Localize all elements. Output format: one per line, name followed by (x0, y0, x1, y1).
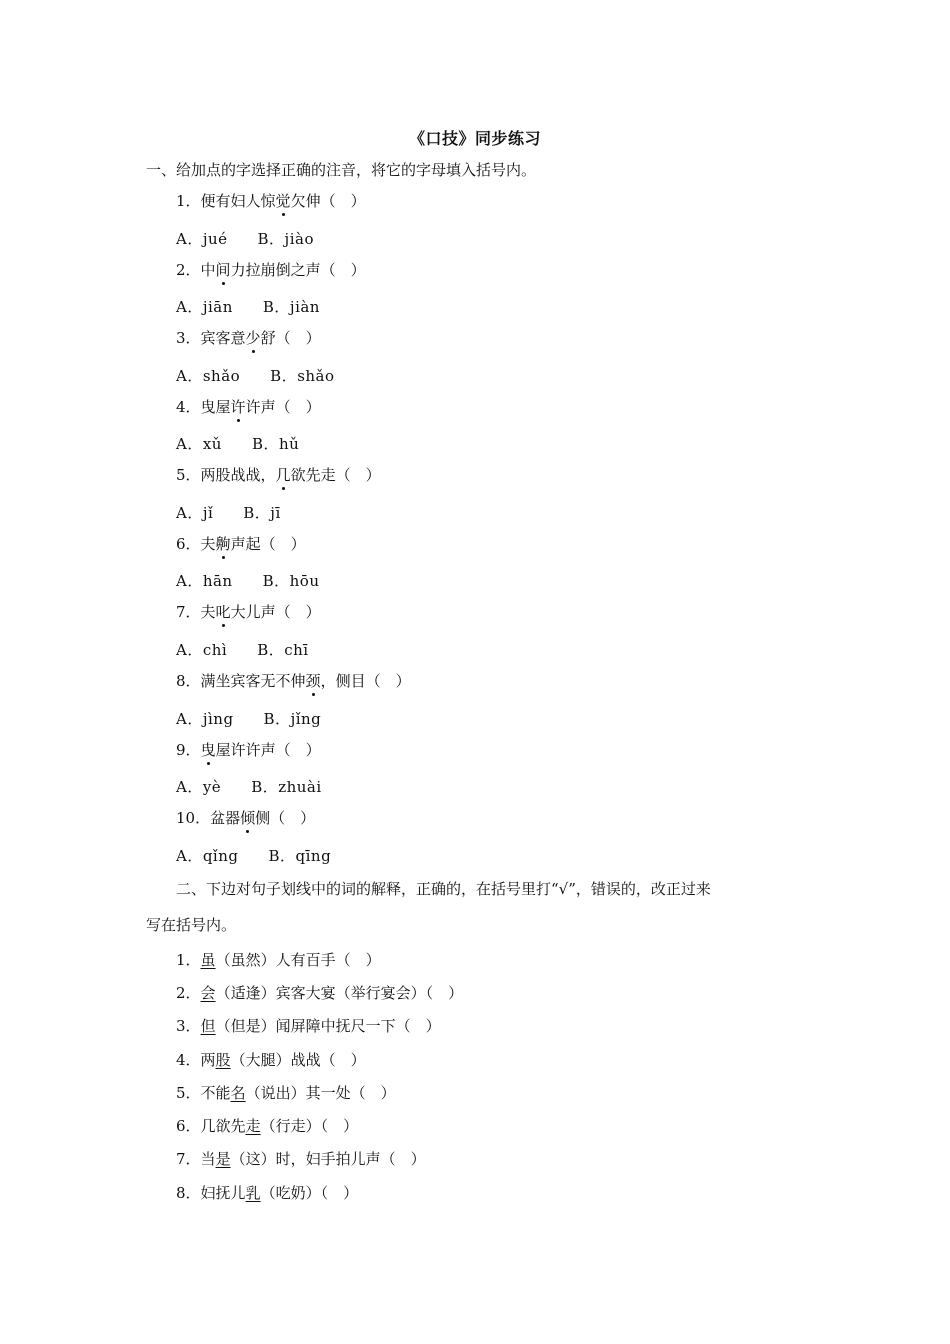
question-10 (176, 808, 315, 828)
item-number: 4． (176, 1051, 201, 1069)
question-text: 9． (176, 741, 201, 759)
option-b: B．jī (243, 504, 281, 522)
question-3 (176, 328, 321, 348)
item-text: 几欲先 (200, 1117, 246, 1135)
options-4 (176, 434, 299, 454)
option-a: A．shǎo (176, 367, 241, 385)
item-number: 7． (176, 1150, 201, 1168)
item-text: （说出）其一处（ ） (245, 1084, 396, 1102)
item-text: （这）时，妇手拍儿声（ ） (230, 1150, 426, 1168)
question-text: 欲先走（ ） (290, 466, 381, 484)
section2-item-4 (176, 1050, 366, 1070)
dotted-character: 叱 (215, 603, 231, 621)
options-3 (176, 366, 335, 386)
dotted-character: 齁 (215, 535, 231, 553)
question-text: 力拉崩倒之声（ ） (230, 261, 366, 279)
option-a: A．hān (176, 572, 233, 590)
section2-item-5 (176, 1083, 396, 1103)
question-text: 舒（ ） (260, 329, 321, 347)
item-number: 3． (176, 1017, 201, 1035)
option-a: A．qǐng (176, 847, 239, 865)
section2-item-8 (176, 1183, 358, 1203)
question-4 (176, 397, 321, 417)
item-text: （但是）闻屏障中抚尺一下（ ） (215, 1017, 441, 1035)
question-7 (176, 602, 321, 622)
option-a: A．jìng (176, 710, 234, 728)
section2-instruction-line1: 二、下边对句子划线中的词的解释，正确的，在括号里打“√”，错误的，改正过来 (176, 880, 711, 898)
question-text: 声起（ ） (230, 535, 306, 553)
question-text: 许声（ ） (245, 398, 321, 416)
question-text: 10．盆器 (176, 809, 241, 827)
item-number: 2． (176, 984, 201, 1002)
question-8 (176, 671, 411, 691)
page-title: 《口技》同步练习 (408, 129, 541, 148)
options-2 (176, 297, 320, 317)
section2-instruction-line2: 写在括号内。 (146, 916, 237, 934)
question-text: 6．夫 (176, 535, 216, 553)
options-10 (176, 846, 331, 866)
question-text: 3．宾客意 (176, 329, 246, 347)
underlined-word: 名 (230, 1084, 246, 1102)
question-text: 1．便有妇人惊 (176, 192, 276, 210)
option-b: B．chī (257, 641, 309, 659)
underlined-word: 是 (215, 1150, 231, 1168)
question-6 (176, 534, 306, 554)
option-b: B．shǎo (270, 367, 335, 385)
dotted-character: 许 (230, 398, 246, 416)
options-9 (176, 777, 322, 797)
option-b: B．jiàn (262, 298, 320, 316)
dotted-character: 间 (215, 261, 231, 279)
option-b: B．qīng (268, 847, 332, 865)
option-a: A．yè (176, 778, 222, 796)
option-a: A．jiān (176, 298, 233, 316)
dotted-character: 倾 (240, 809, 256, 827)
section2-item-6 (176, 1116, 358, 1136)
item-text: 当 (200, 1150, 216, 1168)
dotted-character: 颈 (305, 672, 321, 690)
options-1 (176, 229, 314, 249)
section2-item-7 (176, 1149, 426, 1169)
options-5 (176, 503, 281, 523)
option-a: A．jǐ (176, 504, 214, 522)
underlined-word: 会 (200, 984, 216, 1002)
question-2 (176, 260, 366, 280)
item-text: 妇抚儿 (200, 1184, 246, 1202)
section2-item-1 (176, 950, 381, 970)
option-b: B．zhuài (251, 778, 322, 796)
underlined-word: 乳 (245, 1184, 261, 1202)
option-b: B．jiào (257, 230, 314, 248)
option-b: B．hǔ (251, 435, 300, 453)
question-text: 侧（ ） (255, 809, 316, 827)
underlined-word: 走 (245, 1117, 261, 1135)
item-number: 1． (176, 951, 201, 969)
question-text: 8．满坐宾客无不伸 (176, 672, 306, 690)
question-1 (176, 191, 366, 211)
question-text: 屋许许声（ ） (215, 741, 321, 759)
dotted-character: 几 (275, 466, 291, 484)
options-7 (176, 640, 309, 660)
option-b: B．hōu (262, 572, 320, 590)
option-b: B．jǐng (263, 710, 322, 728)
question-text: 5．两股战战， (176, 466, 276, 484)
question-text: ，侧目（ ） (320, 672, 411, 690)
dotted-character: 觉 (275, 192, 291, 210)
question-9 (176, 740, 321, 760)
section1-instruction: 一、给加点的字选择正确的注音，将它的字母填入括号内。 (146, 161, 537, 179)
item-number: 8． (176, 1184, 201, 1202)
dotted-character: 少 (245, 329, 261, 347)
option-a: A．xǔ (176, 435, 222, 453)
options-8 (176, 709, 321, 729)
item-text: 两 (200, 1051, 216, 1069)
question-text: 2．中 (176, 261, 216, 279)
underlined-word: 虽 (200, 951, 216, 969)
underlined-word: 但 (200, 1017, 216, 1035)
item-text: （适逢）宾客大宴（举行宴会）（ ） (215, 984, 464, 1002)
option-a: A．chì (176, 641, 228, 659)
item-text: （虽然）人有百手（ ） (215, 951, 381, 969)
item-text: （吃奶）（ ） (260, 1184, 359, 1202)
item-text: （大腿）战战（ ） (230, 1051, 366, 1069)
dotted-character: 曳 (200, 741, 216, 759)
question-text: 4．曳屋 (176, 398, 231, 416)
question-text: 大儿声（ ） (230, 603, 321, 621)
question-text: 欠伸（ ） (290, 192, 366, 210)
section2-item-2 (176, 983, 463, 1003)
underlined-word: 股 (215, 1051, 231, 1069)
section2-item-3 (176, 1016, 441, 1036)
question-text: 7．夫 (176, 603, 216, 621)
item-text: （行走）（ ） (260, 1117, 359, 1135)
option-a: A．jué (176, 230, 228, 248)
options-6 (176, 571, 320, 591)
item-text: 不能 (200, 1084, 231, 1102)
question-5 (176, 465, 381, 485)
item-number: 6． (176, 1117, 201, 1135)
item-number: 5． (176, 1084, 201, 1102)
